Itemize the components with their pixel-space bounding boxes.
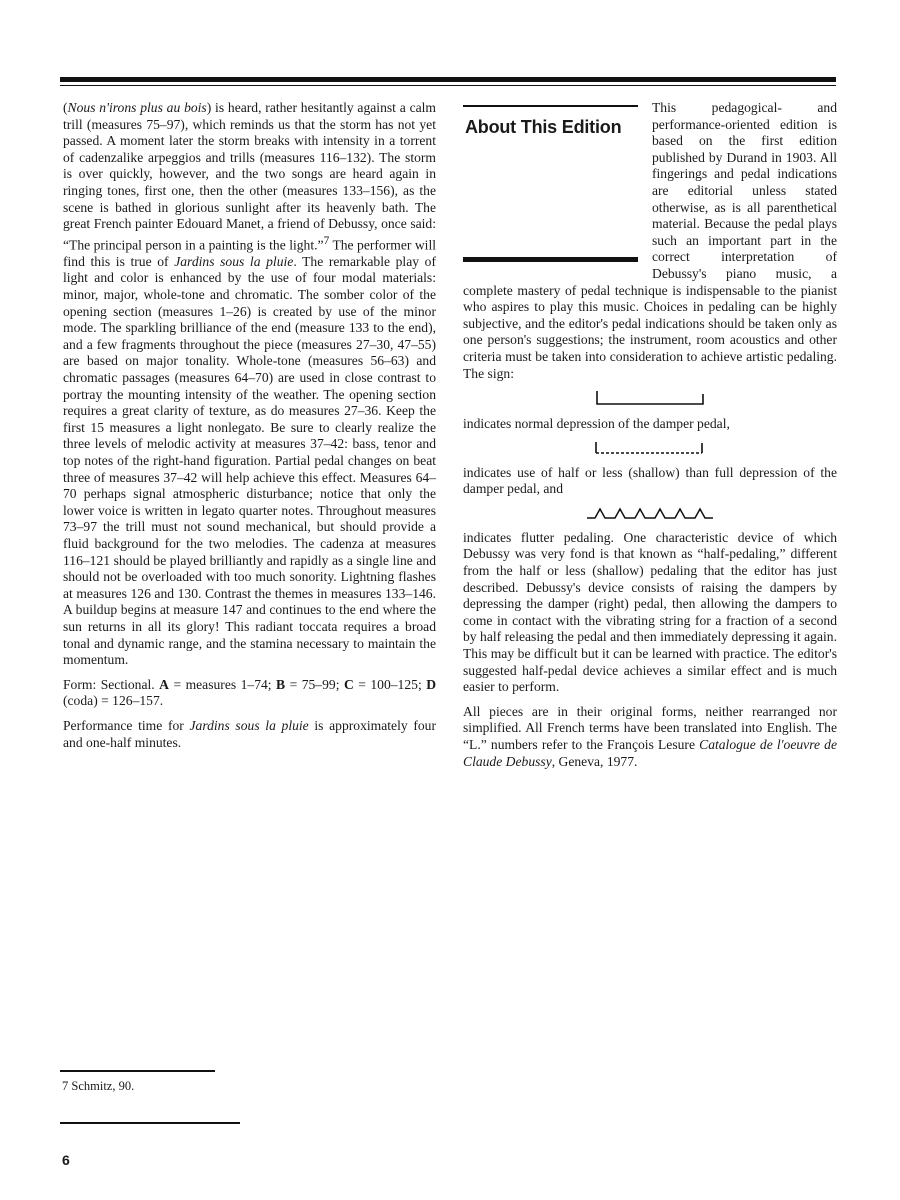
left-column bbox=[63, 100, 436, 759]
title-italic: Catalogue de l'oeuvre de Claude Debussy bbox=[463, 737, 837, 769]
footnote-ref: 7 bbox=[323, 234, 330, 247]
section-heading-box bbox=[463, 99, 640, 271]
paragraph-original-forms: All pieces are in their original forms, neither rearranged nor simplified. All French terms have been translated into English. The “L.” numbers refer to the François Lesure Catalogue de l'oeuvre de Claude Debussy, Geneva, 1977. bbox=[463, 703, 837, 769]
paragraph-edition: This pedagogical- and performance-oriented edition is based on the first edition published by Durand in 1903. All fingerings and pedal indications are editorial unless stated otherwise, as is all parenthetical material. Because the pedal plays such an important part in the correct interpretation of Debussy's piano music, a complete mastery of pedal technique is indispensable to the pianist who aspires to play this music. Choices in pedaling can be highly subjective, and the editor's pedal indications should be taken only as one person's suggestions; the instrument, room acoustics and other criteria must be taken into consideration to achieve artistic pedaling. The sign: bbox=[463, 100, 837, 381]
normal-pedal-sign-icon bbox=[595, 390, 705, 406]
paragraph-analysis: (Nous n'irons plus au bois) is heard, rather hesitantly against a calm trill (measures 75–97), which reminds us that the storm has not yet passed. A moment later the storm breaks with intensity in a torrent of cadenzalike arpeggios and trills (measures 116–132). The storm is over quickly, however, and the two songs are heard again in ringing tones, first one, then the other (measures 133–156), as the scene is bathed in glorious sunlight after its heavenly bath. The great French painter Edouard Manet, a friend of Debussy, once said: “The principal person in a painting is the light.”$^7$ The performer will find this is true of Jardins sous la pluie. The remarkable play of light and color is enhanced by the use of four modal materials: minor, major, whole-tone and chromatic. The somber color of the opening section (measures 1–26) is created by use of the minor mode. The sparkling brilliance of the end (measure 133 to the end), and a few fragments throughout the piece (measures 27–30, 47–55) are based on major tonality. Whole-tone (measures 56–63) and chromatic passages (measures 64–70) are used in close contrast to portray the mounting intensity of the weather. The opening section requires a great clarity of texture, as do measures 27–36. Keep the first 15 measures a light nonlegato. Be sure to clearly realize the three levels of melodic activity at measures 37–42: bass, tenor and top notes of the right-hand figuration. Partial pedal changes on beat three of measures 37–42 will help achieve this effect. Measures 64–70 perhaps signal atmospheric disturbance; notice that only the lower voice is written in legato quarter notes. Throughout measures 73–97 the trill must not sound mechanical, but should provide a fluid background for the two melodies. The cadenza at measures 116–121 should be played brilliantly and rapidly as a single line and should not be overloaded with too much sonority. Lightning flashes at measures 126 and 130. Contrast the themes in measures 133–146. A buildup begins at measure 147 and continues to the end where the sun returns in all its glory! This radiant toccata requires a broad tonal and dynamic range, and the stamina necessary to maintain the momentum. bbox=[63, 100, 436, 668]
paragraph-flutter-pedal: indicates flutter pedaling. One characteristic device of which Debussy was very fond is that known as “half-pedaling,” different from the half or less (shallow) pedaling that the editor has just described. Debussy's device consists of raising the dampers by depressing the damper (right) pedal, then allowing the dampers to come in contact with the vibrating string for a fraction of a second by half releasing the pedal and then immediately depressing it again. This may be difficult but it can be learned with practice. The editor's suggested half-pedal device achieves a similar effect and is much easier to perform. bbox=[463, 529, 837, 695]
top-rule bbox=[60, 77, 836, 82]
title-italic: Jardins sous la pluie bbox=[174, 253, 294, 269]
top-rule-thin bbox=[60, 85, 836, 86]
flutter-pedal-sign-icon bbox=[585, 506, 715, 520]
footnote: 7 Schmitz, 90. bbox=[62, 1079, 135, 1093]
page-number-rule bbox=[60, 1122, 240, 1124]
right-column bbox=[463, 100, 837, 778]
heading-rule-top bbox=[463, 105, 638, 107]
paragraph-half-pedal: indicates use of half or less (shallow) than full depression of the damper pedal, and bbox=[463, 464, 837, 497]
half-pedal-sign-icon bbox=[594, 441, 706, 455]
section-heading: About This Edition bbox=[465, 117, 622, 137]
title-italic: Jardins sous la pluie bbox=[189, 717, 309, 733]
footnote-rule bbox=[60, 1070, 215, 1072]
paragraph-form: Form: Sectional. A = measures 1–74; B = 75–99; C = 100–125; D (coda) = 126–157. bbox=[63, 676, 437, 709]
paragraph-normal-pedal: indicates normal depression of the damper pedal, bbox=[463, 416, 730, 432]
title-italic: Nous n'irons plus au bois bbox=[67, 100, 207, 115]
page-number: 6 bbox=[62, 1152, 70, 1168]
paragraph-performance-time: Performance time for Jardins sous la pluie is approximately four and one-half minutes. bbox=[63, 717, 436, 750]
heading-rule-bottom bbox=[463, 257, 638, 262]
